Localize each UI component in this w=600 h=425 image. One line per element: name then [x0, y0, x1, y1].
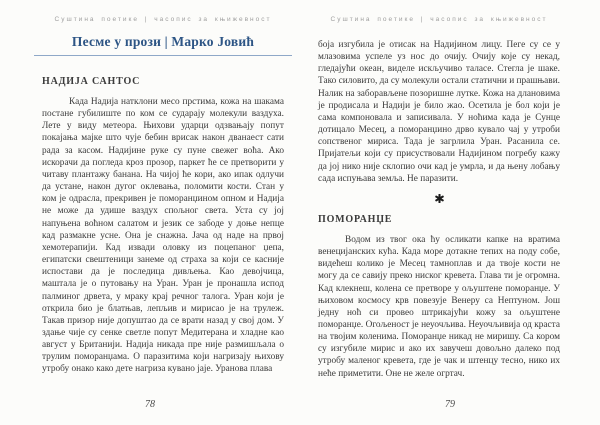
poem-text-nadija-santos: Када Надија натклони месо прстима, кожа на шакама постане губилиште по ком се сударају молекули ваздуха. Лете у виду метеора. Њихови ударци одзвањају попут покајања мајке што чује бебин врисак након дванаест сати рада за касом. Надијине руке су пуне свежег воћа. Ако искорачи да погледа кроз прозор, паркет ће се претворити у читаву плантажу банана. На чијој ће кори, ако ипак одлучи да устане, након дугог оклевања, поломити кости. Стан у ком је одрасла, прекривен је поморанџином опном и Надија не може да удише ваздух спољног света. Уста су јој напуњена воћном салатом и језик се забоде у доње непце кад размакне усне. Она је снажна. Јача од наде на првој хемотерапији. Кад извади оловку из поцепаног џепа, египатски свештеници занеме од страха за који се касније испостави да је последица дивљења. Као девојчица, маштала је о путовању на Уран. Уран је пронашла испод палминог дрвета, у мраку крај речног талога. Уран који је открила био је блатњав, лепљив и мирисао је на трулеж. Такав призор није допуштао да се врати назад у свој дом. У здање чије су сенке светле попут Медитерана и хладне као август у Британији. Надија никада пре није размишљала о трулим поморанџама. О паразитима који нагризају њихову утробу онако како дете нагриза кувано јаје. Уранова плава [42, 97, 284, 375]
poem-text-nadija-santos-continuation: боја изгубила је отисак на Надијином лицу. Пеге су се у млазовима успеле уз нос до очију. Очију које су некад, гледајући океан, виделе искључиво таласе. Стегла је шаке. Тако силовито, да су молекули остали статични и прашњави. Налик на заборављене позоришне лутке. Кожа на длановима је продисала и Надији је било жао. Осетила је бол који је сама компоновала и записивала. У ноћима када је Сунце дотицало Месец, а поморанџино дрво кувало чај у утроби сопственог мириса. Тада је загрлила Уран. Расанила се. Пријатељи који су присуствовали Надијином погребу кажу да јој нико није склопио очи кад је умрла, и да њену лобању сада испуњава земља. Не паразити. [318, 40, 560, 184]
page-number-left: 78 [145, 399, 155, 410]
running-header-right: Суштина поетике | часопис за књижевност [330, 16, 548, 23]
running-header-left: Суштина поетике | часопис за књижевност [54, 16, 272, 23]
section-heading-nadija-santos: НАДИЈА САНТОС [42, 76, 141, 87]
section-separator [318, 193, 560, 203]
heavy-asterisk-icon [435, 189, 444, 206]
section-heading-pomorandze: ПОМОРАНЏЕ [318, 213, 393, 225]
article-title: Песме у прози | Марко Јовић [71, 34, 255, 49]
page-number-right: 79 [445, 399, 455, 410]
page-right [300, 0, 600, 425]
title-rule [34, 55, 292, 56]
poem-text-pomorandze: Водом из твог ока ћу осликати капке на вратима венецијанских кућа. Када море дотакне тепих на поду собе, видећеш колико је Месец тамноплав и да твоје кости не могу да се савију преко ниског кревета. Глава ти је огромна. Кад клекнеш, колена се претворе у ољуштене поморанџе. У њиховом космосу крв повезује Венеру са Нептуном. Још једну ноћ си провео штрикајући кожу за ољуштене поморанџе. Огољеност је неуочљива. Неуочљивија од краста на твојим коленима. Поморанџе никад не миришу. Са кором су изгубиле мирис и ако их завучеш довољно далеко под утробу маленог кревета, где је чак и штенцу тесно, нико их неће приметити. Оне не желе огртач. [318, 234, 560, 379]
